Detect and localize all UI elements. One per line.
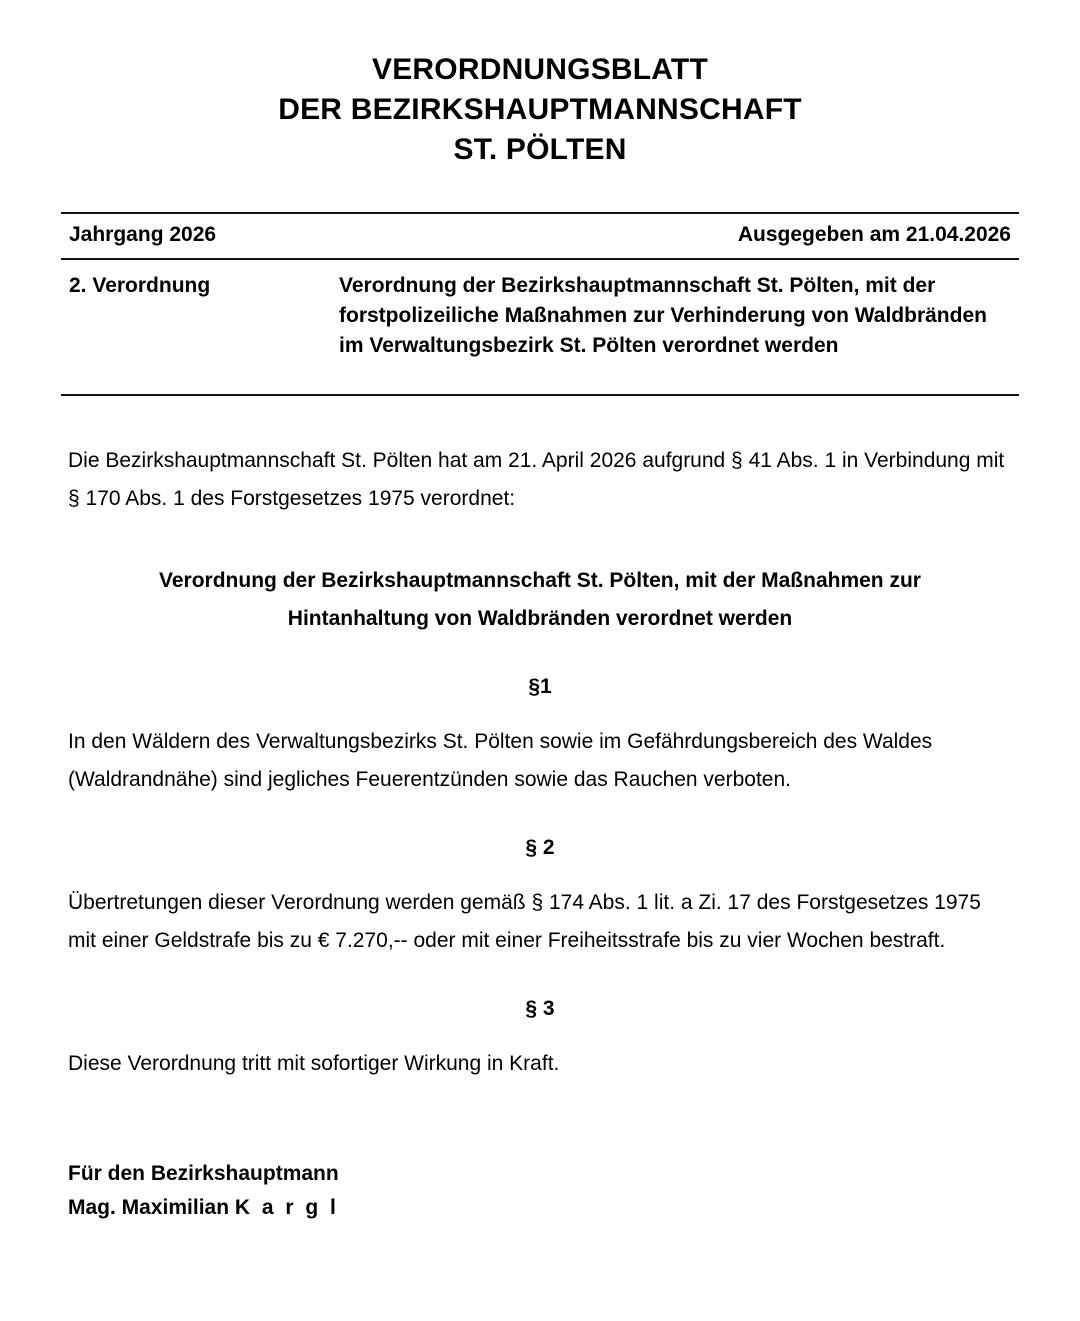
section-3-text: Diese Verordnung tritt mit sofortiger Wirkung in Kraft. bbox=[68, 1052, 560, 1075]
regulation-number: 2. Verordnung bbox=[69, 274, 211, 297]
signature-block bbox=[68, 1157, 1012, 1225]
issue-date-label: Ausgegeben am 21.04.2026 bbox=[737, 223, 1011, 246]
volume-label: Jahrgang 2026 bbox=[69, 223, 217, 246]
section-2 bbox=[68, 833, 1012, 960]
section-2-heading: § 2 bbox=[525, 836, 555, 859]
divider-bottom bbox=[61, 394, 1019, 396]
issue-row bbox=[61, 214, 1019, 249]
masthead-line-1: VERORDNUNGSBLATT bbox=[372, 53, 708, 86]
section-1-text: In den Wäldern des Verwaltungsbezirks St. Pölten sowie im Gefährdungsbereich des Waldes (Waldrandnähe) sind jegliches Feuerentzünden sowie das Rauchen verboten. bbox=[68, 730, 933, 791]
regulation-entry bbox=[61, 260, 1019, 361]
intro-paragraph: Die Bezirkshauptmannschaft St. Pölten hat am 21. April 2026 aufgrund § 41 Abs. 1 in Verbindung mit § 170 Abs. 1 des Forstgesetzes 1975 verordnet: bbox=[68, 449, 1005, 510]
signature-authority: Für den Bezirkshauptmann bbox=[68, 1162, 339, 1185]
regulation-title: Verordnung der Bezirkshauptmannschaft St. Pölten, mit der forstpolizeiliche Maßnahmen zur Verhinderung von Waldbränden im Verwaltungsbezirk St. Pölten verordnet werden bbox=[339, 274, 987, 357]
section-1-heading: §1 bbox=[528, 675, 552, 698]
signature-name bbox=[68, 1191, 1012, 1225]
section-3-heading: § 3 bbox=[525, 997, 555, 1020]
document-body bbox=[68, 442, 1012, 1225]
section-2-text: Übertretungen dieser Verordnung werden gemäß § 174 Abs. 1 lit. a Zi. 17 des Forstgesetzes 1975 mit einer Geldstrafe bis zu € 7.270,-- oder mit einer Freiheitsstrafe bis zu vier Wochen bestraft. bbox=[68, 891, 981, 952]
section-3 bbox=[68, 994, 1012, 1083]
ordinance-title: Verordnung der Bezirkshauptmannschaft St. Pölten, mit der Maßnahmen zur Hintanhaltung von Waldbränden verordnet werden bbox=[159, 569, 921, 630]
masthead-line-2: DER BEZIRKSHAUPTMANNSCHAFT bbox=[278, 93, 802, 126]
masthead-line-3: ST. PÖLTEN bbox=[453, 133, 627, 166]
signature-name-prefix: Mag. Maximilian bbox=[68, 1196, 235, 1219]
section-1 bbox=[68, 672, 1012, 799]
masthead bbox=[0, 0, 1080, 170]
signature-surname: K a r g l bbox=[234, 1196, 339, 1219]
